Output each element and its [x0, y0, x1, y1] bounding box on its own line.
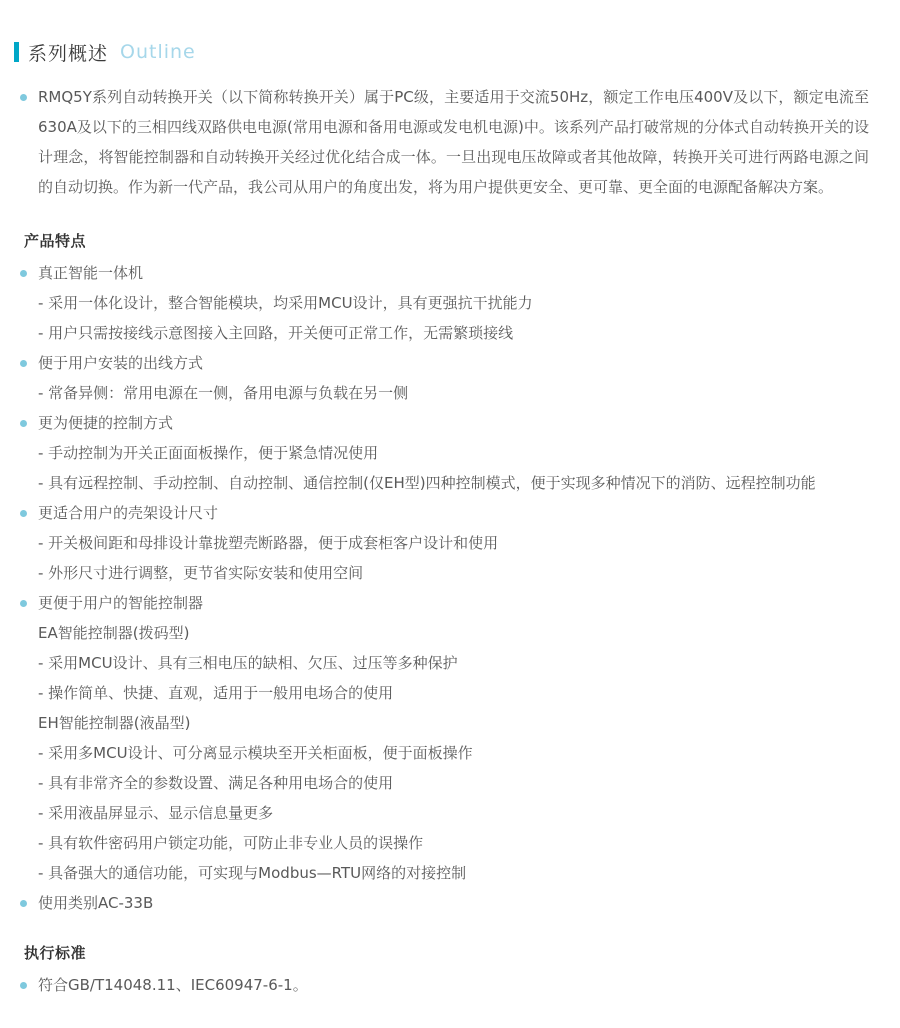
list-item-text: - 手动控制为开关正面面板操作，便于紧急情况使用: [38, 444, 379, 462]
list-item: [14, 678, 900, 708]
list-item-text: 更便于用户的智能控制器: [38, 594, 204, 612]
list-item-text: 符合GB/T14048.11、IEC60947-6-1。: [38, 976, 308, 994]
list-item: [14, 888, 900, 918]
list-item: [14, 618, 900, 648]
list-item: [14, 798, 900, 828]
list-item-text: - 具有远程控制、手动控制、自动控制、通信控制(仅EH型)四种控制模式，便于实现多种情况下的消防、远程控制功能: [38, 474, 816, 492]
standards-section: [14, 944, 900, 1000]
list-item: [14, 970, 900, 1000]
bullet-icon: [20, 982, 27, 989]
page-title: 系列概述: [28, 42, 109, 65]
list-item: [14, 468, 900, 498]
list-item-text: 使用类别AC-33B: [38, 894, 154, 912]
list-item: [14, 438, 900, 468]
list-item: [14, 738, 900, 768]
intro-paragraph-block: [14, 82, 900, 202]
list-item-text: 真正智能一体机: [38, 264, 144, 282]
list-item: [14, 378, 900, 408]
list-item: [14, 768, 900, 798]
list-item: [14, 528, 900, 558]
features-list: [14, 258, 900, 918]
bullet-icon: [20, 600, 27, 607]
list-item-text: 便于用户安装的出线方式: [38, 354, 204, 372]
standards-list: [14, 970, 900, 1000]
bullet-icon: [20, 900, 27, 907]
accent-bar-icon: [14, 42, 19, 62]
list-item-text: - 常备异侧：常用电源在一侧，备用电源与负载在另一侧: [38, 384, 409, 402]
list-item: [14, 82, 869, 202]
bullet-icon: [20, 420, 27, 427]
list-item-text: 更为便捷的控制方式: [38, 414, 174, 432]
list-item-text: - 采用MCU设计、具有三相电压的缺相、欠压、过压等多种保护: [38, 654, 458, 672]
list-item: [14, 348, 900, 378]
list-item-text: - 外形尺寸进行调整，更节省实际安装和使用空间: [38, 564, 364, 582]
list-item: [14, 498, 900, 528]
page-title-en: Outline: [120, 41, 196, 63]
list-item-text: - 具有软件密码用户锁定功能，可防止非专业人员的误操作: [38, 834, 424, 852]
list-item: [14, 858, 900, 888]
list-item: [14, 588, 900, 618]
list-item: [14, 408, 900, 438]
intro-list: [14, 82, 900, 202]
list-item-text: - 具备强大的通信功能，可实现与Modbus—RTU网络的对接控制: [38, 864, 467, 882]
list-item-text: - 采用一体化设计，整合智能模块，均采用MCU设计，具有更强抗干扰能力: [38, 294, 533, 312]
list-item: [14, 288, 900, 318]
features-heading: 产品特点: [24, 232, 87, 250]
list-item-text: EH智能控制器(液晶型): [38, 714, 191, 732]
list-item-text: EA智能控制器(拨码型): [38, 624, 190, 642]
standards-heading: 执行标准: [24, 944, 87, 962]
list-item: [14, 648, 900, 678]
list-item-text: - 采用多MCU设计、可分离显示模块至开关柜面板，便于面板操作: [38, 744, 473, 762]
product-features-section: [14, 232, 900, 918]
list-item: [14, 318, 900, 348]
bullet-icon: [20, 270, 27, 277]
list-item: [14, 558, 900, 588]
list-item-text: - 采用液晶屏显示、显示信息量更多: [38, 804, 274, 822]
list-item: [14, 828, 900, 858]
list-item: [14, 708, 900, 738]
list-item-text: - 操作简单、快捷、直观，适用于一般用电场合的使用: [38, 684, 394, 702]
list-item-text: - 开关极间距和母排设计靠拢塑壳断路器，便于成套柜客户设计和使用: [38, 534, 499, 552]
list-item-text: - 用户只需按接线示意图接入主回路，开关便可正常工作，无需繁琐接线: [38, 324, 514, 342]
list-item-text: RMQ5Y系列自动转换开关（以下简称转换开关）属于PC级，主要适用于交流50Hz，额定工作电压400V及以下，额定电流至630A及以下的三相四线双路供电电源(常用电源和备用电源或发电机电源)中。该系列产品打破常规的分体式自动转换开关的设计理念，将智能控制器和自动转换开关经过优化结合成一体。一旦出现电压故障或者其他故障，转换开关可进行两路电源之间的自动切换。作为新一代产品，我公司从用户的角度出发，将为用户提供更安全、更可靠、更全面的电源配备解决方案。: [38, 88, 869, 196]
bullet-icon: [20, 510, 27, 517]
list-item-text: 更适合用户的壳架设计尺寸: [38, 504, 219, 522]
list-item: [14, 258, 900, 288]
bullet-icon: [20, 360, 27, 367]
list-item-text: - 具有非常齐全的参数设置、满足各种用电场合的使用: [38, 774, 394, 792]
section-header: [14, 40, 900, 64]
bullet-icon: [20, 94, 27, 101]
